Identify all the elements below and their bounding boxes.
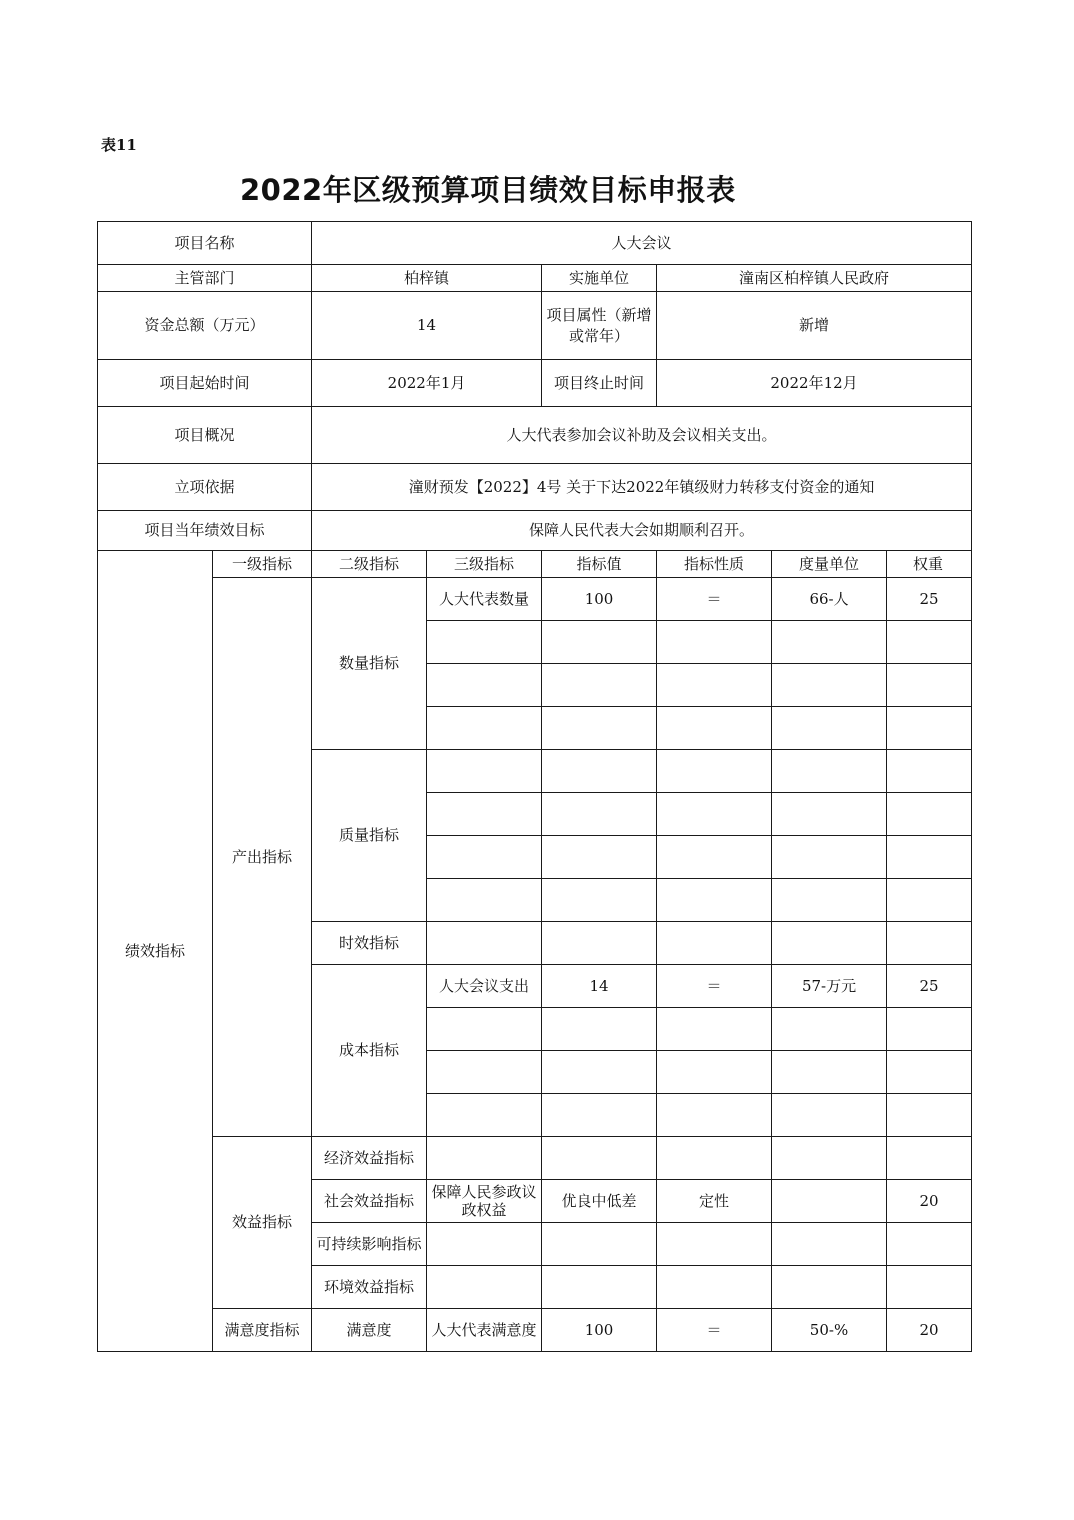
header-level2: 二级指标: [312, 551, 427, 578]
label-end: 项目终止时间: [542, 360, 657, 407]
social-nature: 定性: [657, 1180, 772, 1223]
value-fund: 14: [312, 292, 542, 360]
row-overview: [98, 407, 972, 464]
quantity-name: 人大代表数量: [427, 578, 542, 621]
label-implementer: 实施单位: [542, 265, 657, 292]
satisfaction-value: 100: [542, 1309, 657, 1352]
cost-value: 14: [542, 965, 657, 1008]
value-start: 2022年1月: [312, 360, 542, 407]
cost-name: 人大会议支出: [427, 965, 542, 1008]
header-level1: 一级指标: [213, 551, 312, 578]
quantity-value: 100: [542, 578, 657, 621]
social-name: 保障人民参政议政权益: [427, 1180, 542, 1223]
row-project-name: [98, 222, 972, 265]
cost-unit: 57-万元: [772, 965, 887, 1008]
level2-quantity: 数量指标: [312, 578, 427, 750]
indicator-header-row: [98, 551, 972, 578]
level2-satisfaction: 满意度: [312, 1309, 427, 1352]
level2-environment: 环境效益指标: [312, 1266, 427, 1309]
row-department: [98, 265, 972, 292]
label-attribute: 项目属性（新增或常年）: [542, 292, 657, 360]
social-value: 优良中低差: [542, 1180, 657, 1223]
label-fund: 资金总额（万元）: [98, 292, 312, 360]
quantity-nature: ＝: [657, 578, 772, 621]
level2-economic: 经济效益指标: [312, 1137, 427, 1180]
value-overview: 人大代表参加会议补助及会议相关支出。: [312, 407, 972, 464]
level2-cost: 成本指标: [312, 965, 427, 1137]
table-row: [98, 1309, 972, 1352]
satisfaction-unit: 50-%: [772, 1309, 887, 1352]
level2-sustainable: 可持续影响指标: [312, 1223, 427, 1266]
value-basis: 潼财预发【2022】4号 关于下达2022年镇级财力转移支付资金的通知: [312, 464, 972, 511]
label-project-name: 项目名称: [98, 222, 312, 265]
header-weight: 权重: [887, 551, 972, 578]
satisfaction-name: 人大代表满意度: [427, 1309, 542, 1352]
table-row: [98, 1137, 972, 1180]
label-overview: 项目概况: [98, 407, 312, 464]
value-department: 柏梓镇: [312, 265, 542, 292]
label-start: 项目起始时间: [98, 360, 312, 407]
value-goal: 保障人民代表大会如期顺利召开。: [312, 511, 972, 551]
value-project-name: 人大会议: [312, 222, 972, 265]
label-goal: 项目当年绩效目标: [98, 511, 312, 551]
level2-timeliness: 时效指标: [312, 922, 427, 965]
performance-table: [97, 221, 972, 1352]
satisfaction-weight: 20: [887, 1309, 972, 1352]
header-value: 指标值: [542, 551, 657, 578]
row-period: [98, 360, 972, 407]
social-unit: [772, 1180, 887, 1223]
label-department: 主管部门: [98, 265, 312, 292]
row-goal: [98, 511, 972, 551]
social-weight: 20: [887, 1180, 972, 1223]
level1-output: 产出指标: [213, 578, 312, 1137]
row-fund: [98, 292, 972, 360]
label-indicators: 绩效指标: [98, 551, 213, 1352]
table-row: [98, 578, 972, 621]
row-basis: [98, 464, 972, 511]
header-unit: 度量单位: [772, 551, 887, 578]
level2-quality: 质量指标: [312, 750, 427, 922]
cost-weight: 25: [887, 965, 972, 1008]
quantity-unit: 66-人: [772, 578, 887, 621]
value-end: 2022年12月: [657, 360, 972, 407]
header-nature: 指标性质: [657, 551, 772, 578]
value-implementer: 潼南区柏梓镇人民政府: [657, 265, 972, 292]
level1-benefit: 效益指标: [213, 1137, 312, 1309]
level2-social: 社会效益指标: [312, 1180, 427, 1223]
form-tag: 表11: [101, 136, 137, 154]
cost-nature: ＝: [657, 965, 772, 1008]
label-basis: 立项依据: [98, 464, 312, 511]
header-level3: 三级指标: [427, 551, 542, 578]
level1-satisfaction: 满意度指标: [213, 1309, 312, 1352]
page-title: 2022年区级预算项目绩效目标申报表: [240, 173, 736, 207]
value-attribute: 新增: [657, 292, 972, 360]
quantity-weight: 25: [887, 578, 972, 621]
satisfaction-nature: ＝: [657, 1309, 772, 1352]
